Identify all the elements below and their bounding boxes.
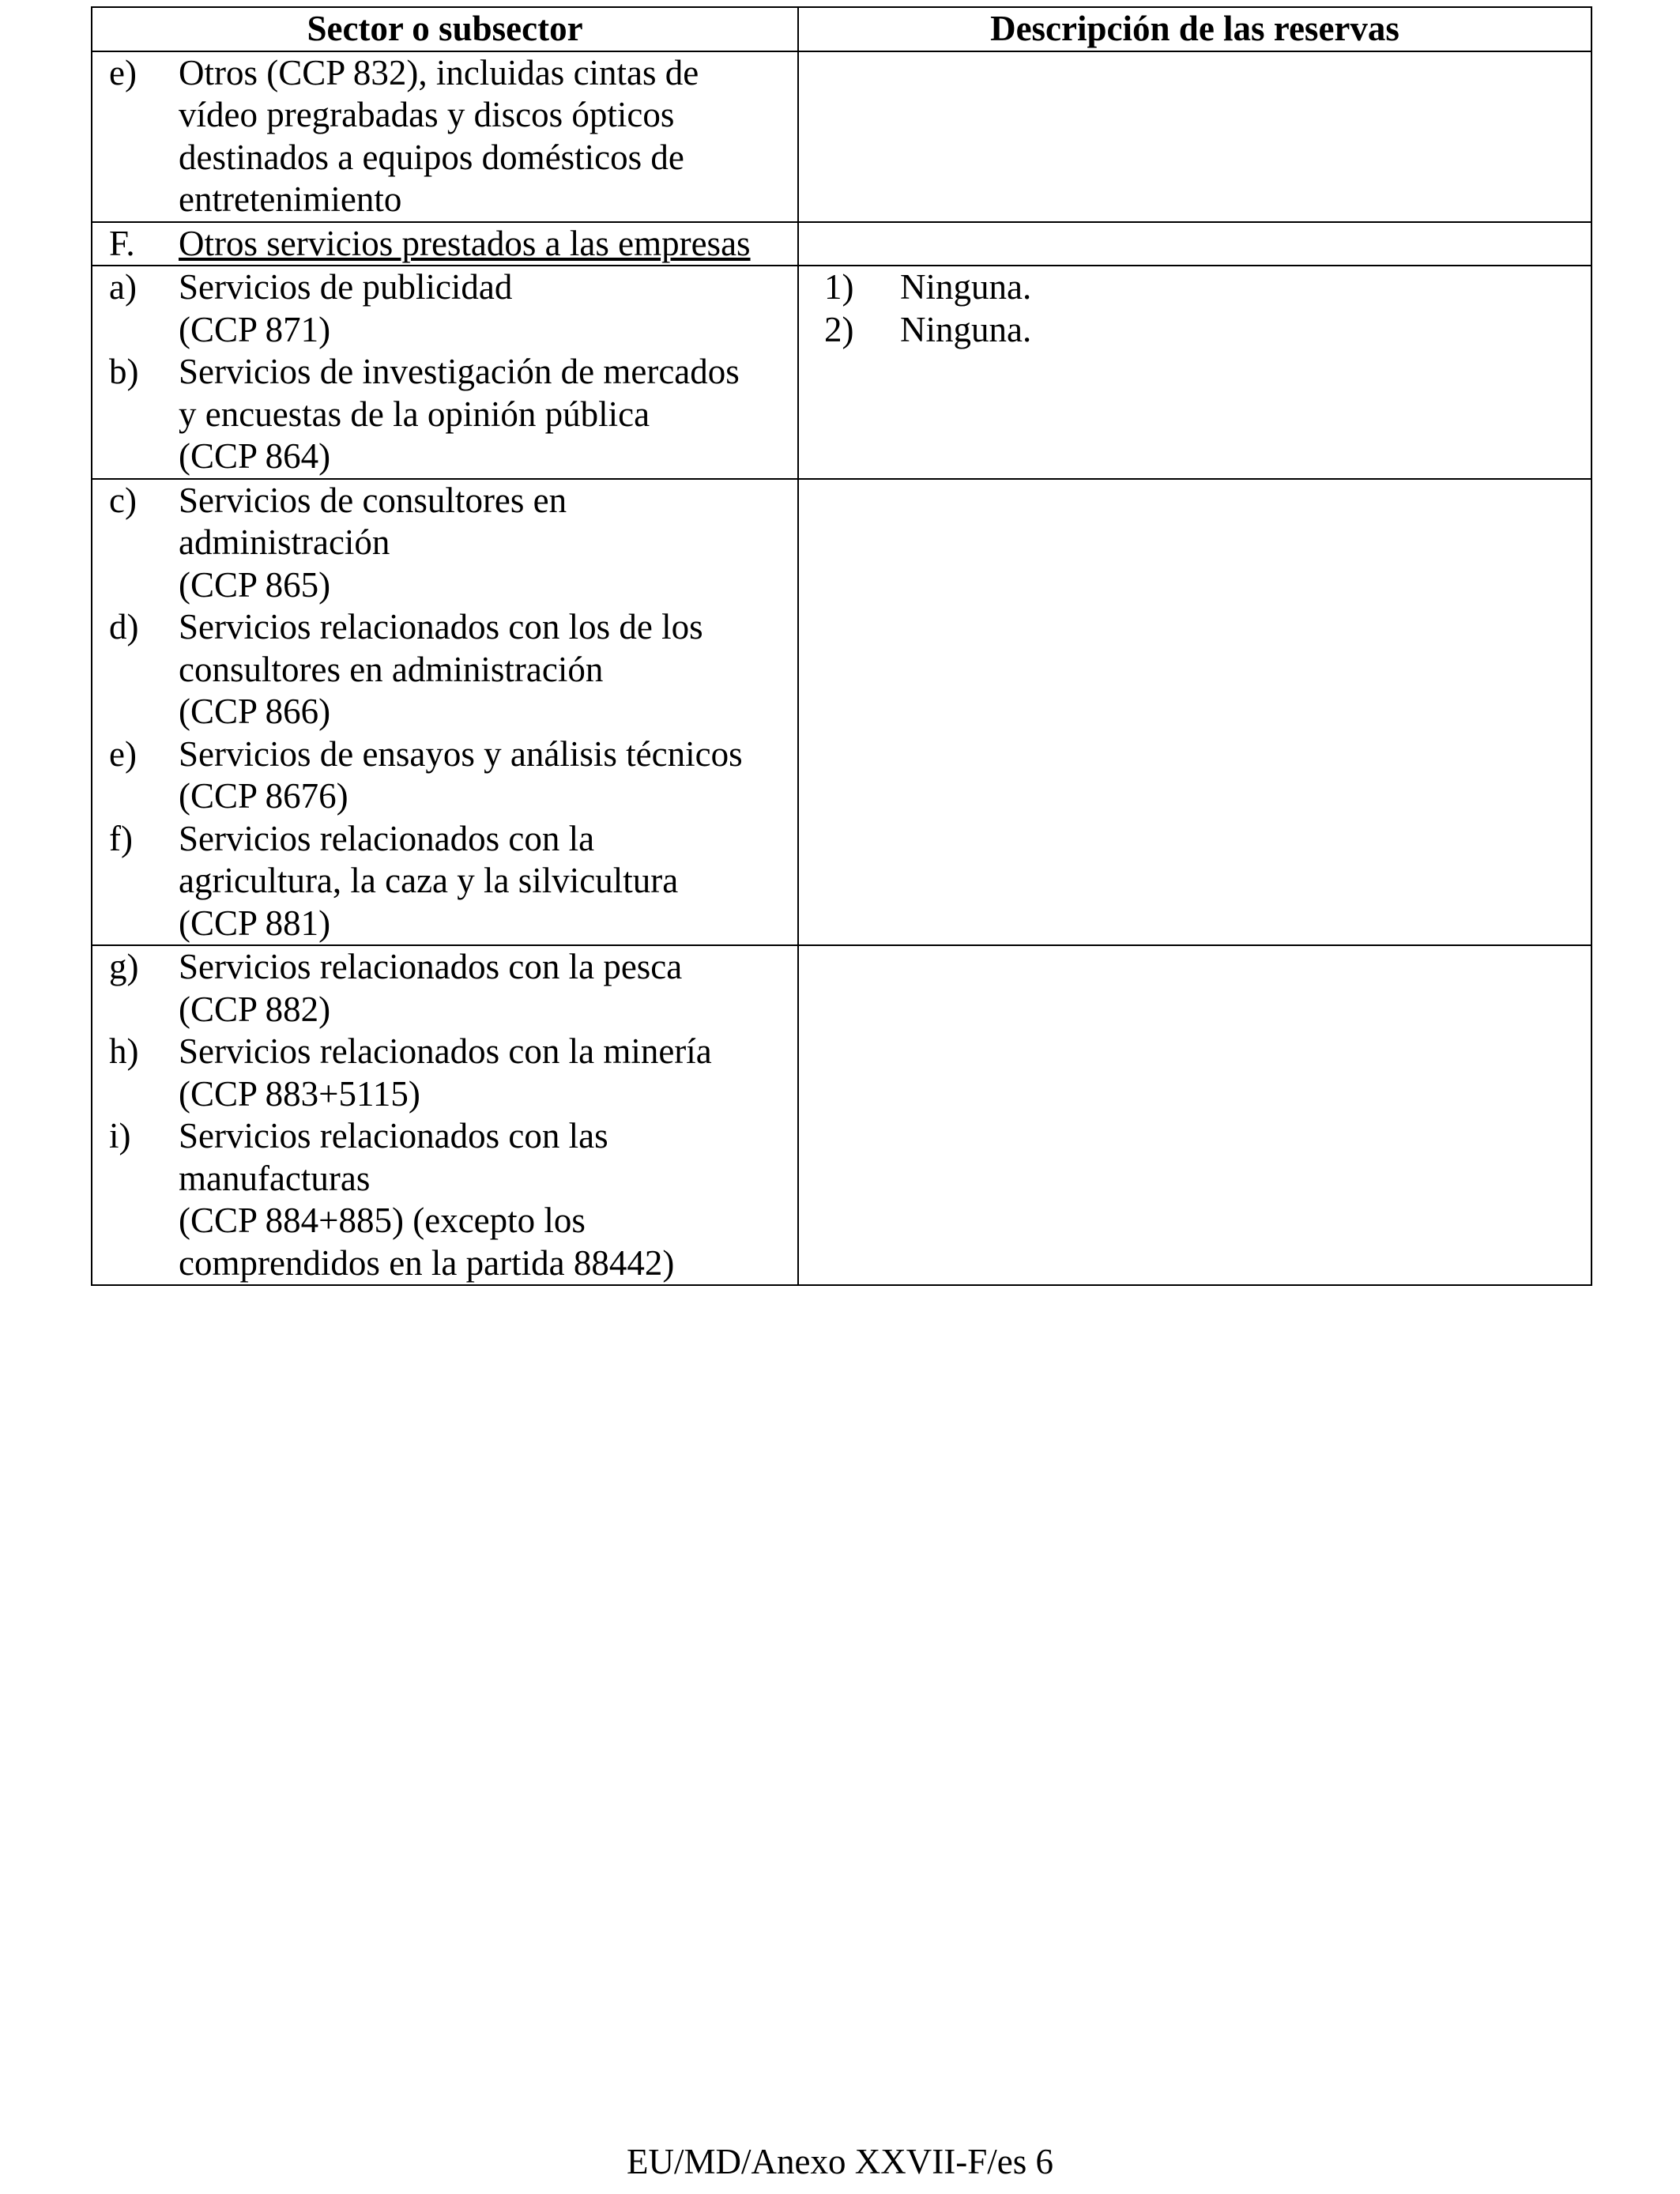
reservation-item	[799, 266, 1591, 309]
reservations-table	[91, 6, 1592, 1286]
item-line: (CCP 865)	[179, 564, 331, 605]
item-text	[179, 223, 797, 266]
sector-item	[92, 733, 797, 818]
item-text	[179, 818, 797, 945]
item-marker: g)	[109, 947, 139, 986]
reservation-cell	[798, 222, 1591, 266]
item-line: Servicios relacionados con las	[179, 1116, 608, 1155]
item-text	[179, 733, 797, 818]
sector-item	[92, 606, 797, 733]
table-row	[92, 945, 1591, 1285]
item-marker: e)	[109, 733, 137, 774]
item-line: (CCP 882)	[179, 989, 331, 1029]
table-row	[92, 266, 1591, 479]
item-line: manufacturas	[179, 1158, 371, 1198]
item-line: agricultura, la caza y la silvicultura	[179, 861, 679, 900]
sector-item	[92, 1115, 797, 1284]
item-line: Servicios de investigación de mercados	[179, 352, 740, 391]
sector-item	[92, 946, 797, 1031]
item-line: (CCP 864)	[179, 436, 331, 476]
item-line: Servicios relacionados con la	[179, 818, 595, 858]
item-line: Otros servicios prestados a las empresas	[179, 223, 751, 263]
item-line: (CCP 8676)	[179, 776, 348, 816]
sector-cell	[92, 51, 798, 222]
item-marker: c)	[109, 480, 137, 520]
item-line: Servicios de publicidad	[179, 267, 513, 307]
header-description: Descripción de las reservas	[798, 7, 1591, 51]
item-line: (CCP 884+885) (excepto los	[179, 1201, 586, 1240]
table-row	[92, 222, 1591, 266]
item-line: (CCP 881)	[179, 903, 331, 943]
reservation-cell	[798, 479, 1591, 946]
item-marker: d)	[109, 607, 139, 647]
reservation-cell	[798, 266, 1591, 479]
reservation-cell	[798, 51, 1591, 222]
sector-item	[92, 818, 797, 945]
item-line: (CCP 871)	[179, 309, 331, 349]
item-line: Servicios relacionados con los de los	[179, 607, 703, 647]
table-header-row	[92, 7, 1591, 51]
page-footer-reference: EU/MD/Anexo XXVII-F/es 6	[627, 2142, 1053, 2181]
table-row	[92, 479, 1591, 946]
item-marker: f)	[109, 818, 133, 858]
item-text	[179, 1031, 797, 1115]
sector-cell	[92, 945, 798, 1285]
item-text	[179, 946, 797, 1031]
sector-item	[92, 52, 797, 221]
reservation-text: Ninguna.	[900, 309, 1032, 349]
item-text	[179, 52, 797, 221]
reservation-marker: 1)	[824, 267, 854, 307]
item-line: Servicios relacionados con la minería	[179, 1031, 712, 1071]
item-line: (CCP 883+5115)	[179, 1073, 420, 1114]
sector-cell	[92, 222, 798, 266]
item-line: y encuestas de la opinión pública	[179, 394, 650, 434]
item-line: consultores en administración	[179, 649, 604, 689]
sector-cell	[92, 479, 798, 946]
item-text	[179, 606, 797, 733]
item-line: Servicios de consultores en	[179, 480, 567, 520]
sector-item	[92, 351, 797, 478]
item-line: (CCP 866)	[179, 692, 331, 731]
item-marker: F.	[109, 223, 135, 263]
section-heading	[92, 223, 797, 266]
item-line: vídeo pregrabadas y discos ópticos	[179, 95, 675, 134]
item-text	[179, 266, 797, 351]
item-line: Servicios relacionados con la pesca	[179, 947, 683, 986]
item-line: Servicios de ensayos y análisis técnicos	[179, 733, 743, 774]
reservation-text: Ninguna.	[900, 267, 1032, 307]
item-line: administración	[179, 522, 390, 562]
item-text	[179, 480, 797, 607]
item-text	[179, 351, 797, 478]
sector-item	[92, 480, 797, 607]
reservation-list	[799, 266, 1591, 351]
item-marker: e)	[109, 52, 137, 92]
item-line: Otros (CCP 832), incluidas cintas de	[179, 52, 699, 92]
item-line: destinados a equipos domésticos de	[179, 137, 684, 177]
reservation-marker: 2)	[824, 309, 854, 349]
item-marker: h)	[109, 1031, 139, 1071]
header-sector: Sector o subsector	[92, 7, 798, 51]
reservation-cell	[798, 945, 1591, 1285]
reservation-item	[799, 309, 1591, 352]
item-marker: b)	[109, 352, 139, 391]
item-text	[179, 1115, 797, 1284]
sector-cell	[92, 266, 798, 479]
item-marker: a)	[109, 267, 137, 307]
item-line: entretenimiento	[179, 179, 402, 219]
item-marker: i)	[109, 1116, 131, 1155]
item-line: comprendidos en la partida 88442)	[179, 1242, 675, 1283]
table-row	[92, 51, 1591, 222]
sector-item	[92, 266, 797, 351]
sector-item	[92, 1031, 797, 1115]
